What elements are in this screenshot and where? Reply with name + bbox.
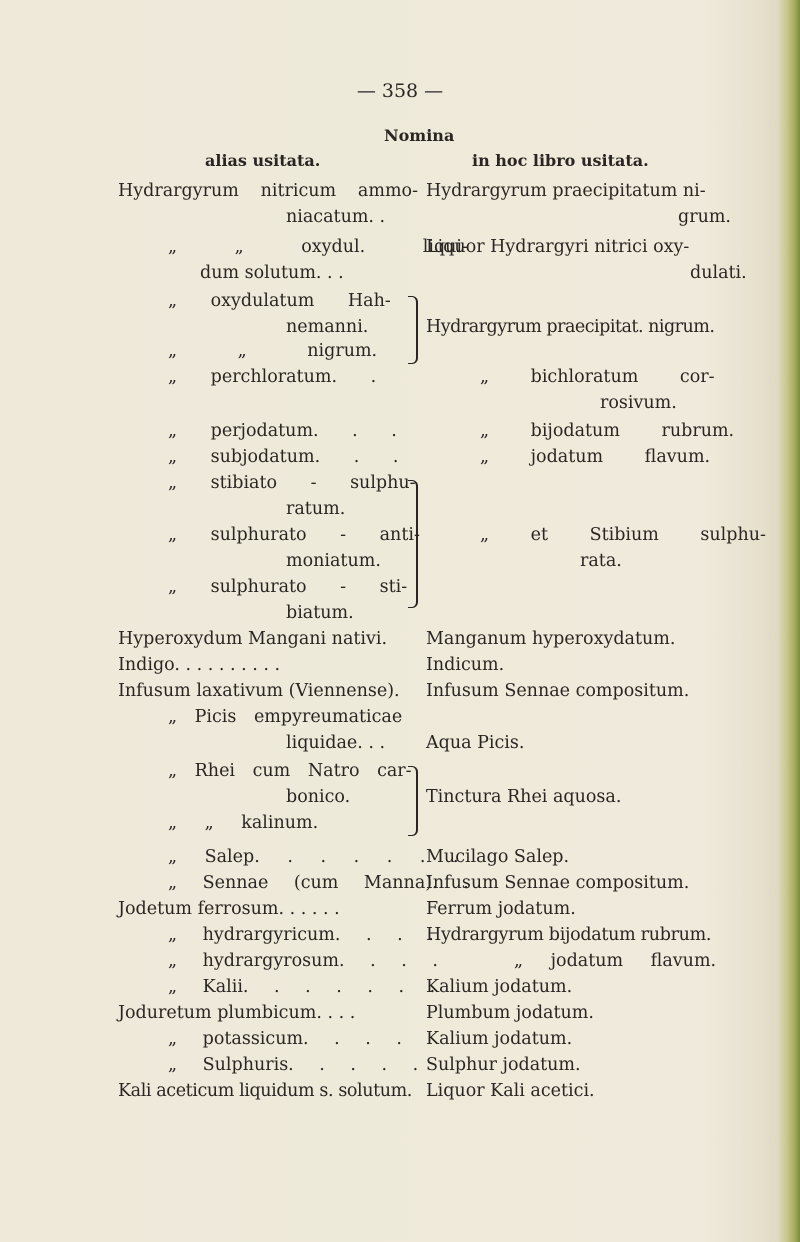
left-line: Hyperoxydum Mangani nativi. — [118, 629, 388, 649]
right-line: „ bijodatum rubrum. — [480, 421, 735, 441]
right-line: Hydrargyrum bijodatum rubrum. — [426, 925, 712, 945]
left-line: „ subjodatum. . . — [168, 447, 399, 467]
brace — [408, 480, 418, 608]
right-line: Hydrargyrum praecipitatum ni- — [426, 181, 706, 201]
brace — [408, 296, 418, 364]
right-line: rosivum. — [600, 393, 677, 413]
left-line: „ „ oxydul. liqui- — [168, 237, 468, 257]
right-line: „ jodatum flavum. — [514, 951, 717, 971]
left-line: bonico. — [286, 787, 351, 807]
left-line: „ sulphurato - anti- — [168, 525, 420, 545]
left-line: „ potassicum. . . . — [168, 1029, 402, 1049]
right-line: grum. — [678, 207, 731, 227]
right-line: Ferrum jodatum. — [426, 899, 576, 919]
left-line: „ Picis empyreumaticae — [168, 707, 403, 727]
header-right-column: in hoc libro usitata. — [472, 151, 649, 170]
left-line: „ Kalii. . . . . . . — [168, 977, 436, 997]
right-line: Indicum. — [426, 655, 505, 675]
right-line: Aqua Picis. — [426, 733, 525, 753]
left-line: „ „ nigrum. — [168, 341, 378, 361]
left-line: Joduretum plumbicum. . . . — [118, 1003, 356, 1023]
page-edge-stain — [778, 0, 800, 1242]
left-line: „ stibiato - sulphu- — [168, 473, 416, 493]
left-line: „ Sennae (cum Manna). . — [168, 873, 469, 893]
left-line: liquidae. . . — [286, 733, 386, 753]
right-line: „ et Stibium sulphu- — [480, 525, 766, 545]
left-line: „ perjodatum. . . — [168, 421, 397, 441]
right-line: Kalium jodatum. — [426, 1029, 573, 1049]
left-line: biatum. — [286, 603, 354, 623]
left-line: „ perchloratum. . — [168, 367, 377, 387]
right-line: Mucilago Salep. — [426, 847, 570, 867]
left-line: Infusum laxativum (Viennense). — [118, 681, 400, 701]
left-line: „ Sulphuris. . . . . — [168, 1055, 419, 1075]
header-left-column: alias usitata. — [205, 151, 321, 170]
right-line: Manganum hyperoxydatum. — [426, 629, 676, 649]
left-line: „ „ kalinum. — [168, 813, 319, 833]
right-line: Infusum Sennae compositum. — [426, 873, 690, 893]
right-line: Kalium jodatum. — [426, 977, 573, 997]
left-line: ratum. — [286, 499, 346, 519]
right-line: Infusum Sennae compositum. — [426, 681, 690, 701]
right-line: Sulphur jodatum. — [426, 1055, 581, 1075]
left-line: „ hydrargyricum. . . . — [168, 925, 434, 945]
left-line: Hydrargyrum nitricum ammo- — [118, 181, 418, 201]
right-line: Liquor Kali acetici. — [426, 1081, 595, 1101]
left-line: Indigo. . . . . . . . . . — [118, 655, 281, 675]
left-line: moniatum. — [286, 551, 381, 571]
right-line: Hydrargyrum praecipitat. nigrum. — [426, 317, 715, 337]
left-line: niacatum. . — [286, 207, 386, 227]
right-line: dulati. — [690, 263, 747, 283]
left-line: „ oxydulatum Hah- — [168, 291, 391, 311]
right-line: „ jodatum flavum. — [480, 447, 711, 467]
brace — [408, 766, 418, 836]
left-line: „ sulphurato - sti- — [168, 577, 408, 597]
left-line: dum solutum. . . — [200, 263, 344, 283]
right-line: rata. — [580, 551, 622, 571]
right-line: Tinctura Rhei aquosa. — [426, 787, 622, 807]
right-line: Plumbum jodatum. — [426, 1003, 594, 1023]
right-line: Liquor Hydrargyri nitrici oxy- — [426, 237, 690, 257]
header-nomina: Nomina — [384, 126, 455, 145]
left-line: „ Salep. . . . . . . — [168, 847, 459, 867]
left-line: nemanni. — [286, 317, 369, 337]
right-line: „ bichloratum cor- — [480, 367, 715, 387]
left-line: „ hydrargyrosum. . . . — [168, 951, 438, 971]
left-line: „ Rhei cum Natro car- — [168, 761, 412, 781]
page-number: — 358 — — [356, 80, 444, 102]
left-line: Kali aceticum liquidum s. solutum. — [118, 1081, 412, 1101]
left-line: Jodetum ferrosum. . . . . . — [118, 899, 340, 919]
